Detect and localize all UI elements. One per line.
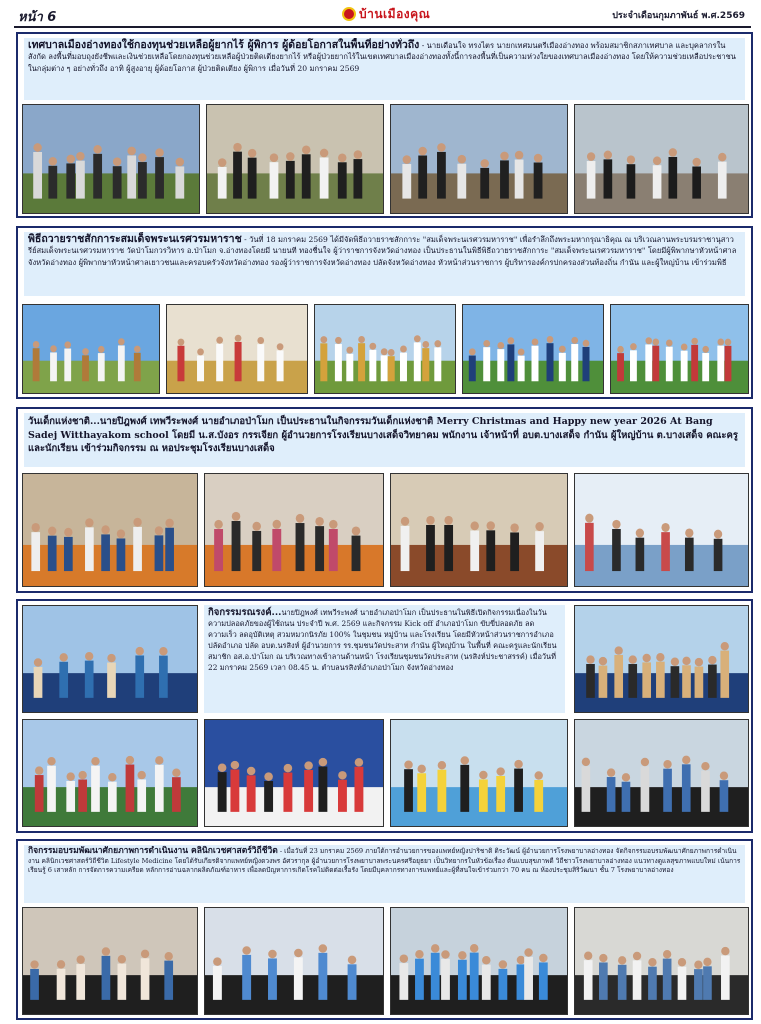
article-text <box>24 413 745 467</box>
photo-scene <box>463 305 603 393</box>
news-photo <box>204 473 384 587</box>
news-photo <box>22 104 200 214</box>
news-photo <box>574 719 749 827</box>
article-text <box>24 38 745 100</box>
news-photo <box>22 907 198 1015</box>
article-body: - นายเดือนใจ ทรงไตร นายกเทศมนตรีเมืองอ่างทอง พร้อมสมาชิกสภาเทศบาล และบุคลากรในสังกัด ลงพื้นที่มอบถุงยังชีพและเงินช่วยเหลือโดยกองทุนช่วยเหลือผู้ป่วยติดเตียงยากไร้ หรือผู้ป่วยยากไร้ในเขตเทศบาลเมืองอ่างทองทั้งนี้การลงพื้นที่เป็นความห่วงใยของเทศบาลเมืองอ่างทอง โดยให้ความช่วยเหลือประชาชนในกลุ่มต่าง ๆ อย่างทั่วถึง อาทิ ผู้สูงอายุ ผู้ด้อยโอกาส ผู้ป่วยติดเตียง ผู้พิการ เมื่อวันที่ 20 มกราคม 2569 <box>28 41 736 73</box>
photo-scene <box>205 474 383 586</box>
article-headline: วันเด็กแห่งชาติ...นายปิฎพงศ์ เทพวีระพงศ์ นายอำเภอป่าโมก เป็นประธานในกิจกรรมวันเด็กแห่งชาติ Merry Christmas and Happy new year 2026 At Bang Sadej Witthayakom school โดยมี น.ส.บังอร กรรเจียก ผู้อำนวยการโรงเรียนบางเสด็จวิทยาคม พนักงาน เจ้าหน้าที่ อบต.บางเสด็จ กำนัน ผู้ใหญ่บ้าน ต.บางเสด็จ คณะครูและนักเรียน เข้าร่วมกิจกรรม ณ หอประชุมโรงเรียนบางเสด็จ <box>28 416 738 454</box>
header-divider <box>14 26 751 28</box>
article-headline: กิจกรรมอบรมพัฒนาศักยภาพการดำเนินงาน คลินิกเวชศาสตร์วิถีชีวิต <box>28 846 278 856</box>
photo-scene <box>391 474 567 586</box>
news-photo <box>204 719 384 827</box>
photo-scene <box>23 474 197 586</box>
photo-scene <box>23 606 197 712</box>
news-photo <box>574 605 749 713</box>
photo-scene <box>575 105 748 213</box>
news-photo <box>314 304 456 394</box>
article-text <box>24 232 745 296</box>
news-photo <box>22 304 160 394</box>
news-photo <box>22 719 198 827</box>
photo-scene <box>23 908 197 1014</box>
photo-scene <box>391 720 567 826</box>
photo-scene <box>23 305 159 393</box>
article-headline: กิจกรรมรณรงค์... <box>208 607 282 618</box>
masthead <box>342 4 452 24</box>
news-photo <box>22 605 198 713</box>
article-body: - วันที่ 18 มกราคม 2569 ได้มีจัดพิธีถวายราชสักการะ "สมเด็จพระนเรศวรมหาราช" เพื่อรำลึกถึงพระมหากรุณาธิคุณ ณ บริเวณลานพระบรมราชานุสาวรีย์สมเด็จพระนเรศวรมหาราช วัดป่าโมกวรวิหาร อ.ป่าโมก จ.อ่างทองโดยมี นายนที ทองชื่นใจ ผู้ว่าราชการจังหวัดอ่างทอง เป็นประธานในพิธีพิธีถวายราชสักการะ "สมเด็จพระนเรศวรมหาราช" โดยมีผู้พิพากษาหัวหน้าศาลจังหวัดอ่างทอง ผู้พิพากษาหัวหน้าศาลเยาวชนและครอบครัวจังหวัดอ่างทอง รองผู้ว่าราชการจังหวัดอ่างทอง ปลัดจังหวัดอ่างทอง หัวหน้าส่วนราชการ ผู้บริหารองค์กรปกครองส่วนท้องถิ่น กำนัน และผู้ใหญ่บ้าน เข้าร่วมพิธี <box>28 235 737 267</box>
article-text <box>24 845 745 903</box>
photo-scene <box>575 720 748 826</box>
photo-scene <box>205 908 383 1014</box>
masthead-title: บ้านเมืองคุณ <box>359 6 431 21</box>
photo-scene <box>205 720 383 826</box>
news-photo <box>462 304 604 394</box>
photo-scene <box>23 720 197 826</box>
news-photo <box>390 104 568 214</box>
article-naresuan-ceremony <box>16 226 753 399</box>
news-photo <box>204 907 384 1015</box>
photo-scene <box>575 606 748 712</box>
photo-scene <box>391 105 567 213</box>
news-photo <box>610 304 749 394</box>
photo-scene <box>315 305 455 393</box>
page-number: หน้า 6 <box>18 10 57 25</box>
article-road-safety <box>16 599 753 833</box>
news-photo <box>390 473 568 587</box>
photo-scene <box>575 474 748 586</box>
news-photo <box>206 104 384 214</box>
photo-scene <box>611 305 748 393</box>
article-text <box>204 605 565 713</box>
article-body: - เมื่อวันที่ 23 มกราคม 2569 ภายใต้การอำนวยการของแพทย์หญิงปาริชาติ ดิระวัฒน์ ผู้อำนวยการโรงพยาบาลอ่างทอง จัดกิจกรรมอบรมพัฒนาศักยภาพการดำเนินงาน คลินิกเวชศาสตร์วิถีชีวิต Lifestyle Medicine โดยได้รับเกียรติจากแพทย์หญิงดวงพร อัศวรากุล ผู้อำนวยการโรงพยาบาลพระนครศรีอยุธยา เป็นวิทยากรในหัวข้อเรื่อง ต้นแบบสุขภาพดี วิถีชาวโรงพยาบาลอ่างทอง แนวทางดูแลสุขภาพแบบใหม่ เน้นการเรียนรู้ 6 เสาหลัก การจัดการความเครียด หลักการอ่านฉลากผลิตภัณฑ์อาหาร เพื่อลดปัญหาการเกิดโรคไม่ติดต่อเรื้อรัง โดยมีบุคลากรทางการแพทย์และผู้ที่สนใจเข้าร่วมกว่า 70 คน ณ ห้องประชุมสิริวัฒนา ชั้น 7 โรงพยาบาลอ่างทอง <box>28 847 741 875</box>
article-headline: พิธีถวายราชสักการะสมเด็จพระนเรศวรมหาราช <box>28 233 242 245</box>
news-photo <box>574 473 749 587</box>
photo-scene <box>23 105 199 213</box>
news-photo <box>390 907 568 1015</box>
news-photo <box>166 304 308 394</box>
news-photo <box>574 907 749 1015</box>
newspaper-logo-icon <box>342 7 356 21</box>
photo-scene <box>391 908 567 1014</box>
news-photo <box>22 473 198 587</box>
article-municipality-aid <box>16 32 753 218</box>
article-childrens-day <box>16 407 753 593</box>
photo-scene <box>575 908 748 1014</box>
article-lifestyle-medicine <box>16 839 753 1020</box>
news-photo <box>574 104 749 214</box>
article-body: นายปิฎพงศ์ เทพวีระพงศ์ นายอำเภอป่าโมก เป็นประธานในพิธีเปิดกิจกรรมเนื่องในวันความปลอดภัยของผู้ใช้ถนน ประจำปี พ.ศ. 2569 และกิจกรรม Kick off อำเภอป่าโมก ขับขี่ปลอดภัย ลดความเร็ว ลดอุบัติเหตุ สวมหมวกนิรภัย 100% ในชุมชน หมู่บ้าน และโรงเรียน โดยมีหัวหน้าส่วนราชการอำเภอ ปลัดอำเภอ ปลัด อบต.นรสิงห์ ผู้อำนวยการ รร.ชุมชนวัดประสาท กำนัน ผู้ใหญ่บ้าน ในพื้นที่ คณะครูและนักเรียน สมาชิก อส.อ.ป่าโมก ณ บริเวณทางเข้าลานด้านหน้า โรงเรียนชุมชนวัดประสาท (นรสิงห์ประชาสรรค์) เมื่อวันที่ 22 มกราคม 2569 เวลา 08.45 น. ตำบลนรสิงห์อำเภอป่าโมก จังหวัดอ่างทอง <box>208 608 557 672</box>
issue-date: ประจำเดือนกุมภาพันธ์ พ.ศ.2569 <box>612 11 745 21</box>
photo-scene <box>167 305 307 393</box>
article-headline: เทศบาลเมืองอ่างทองใช้กองทุนช่วยเหลือผู้ยากไร้ ผู้พิการ ผู้ด้อยโอกาสในพื้นที่อย่างทั่วถึง <box>28 39 420 51</box>
page-header <box>14 4 751 28</box>
news-photo <box>390 719 568 827</box>
photo-scene <box>207 105 383 213</box>
